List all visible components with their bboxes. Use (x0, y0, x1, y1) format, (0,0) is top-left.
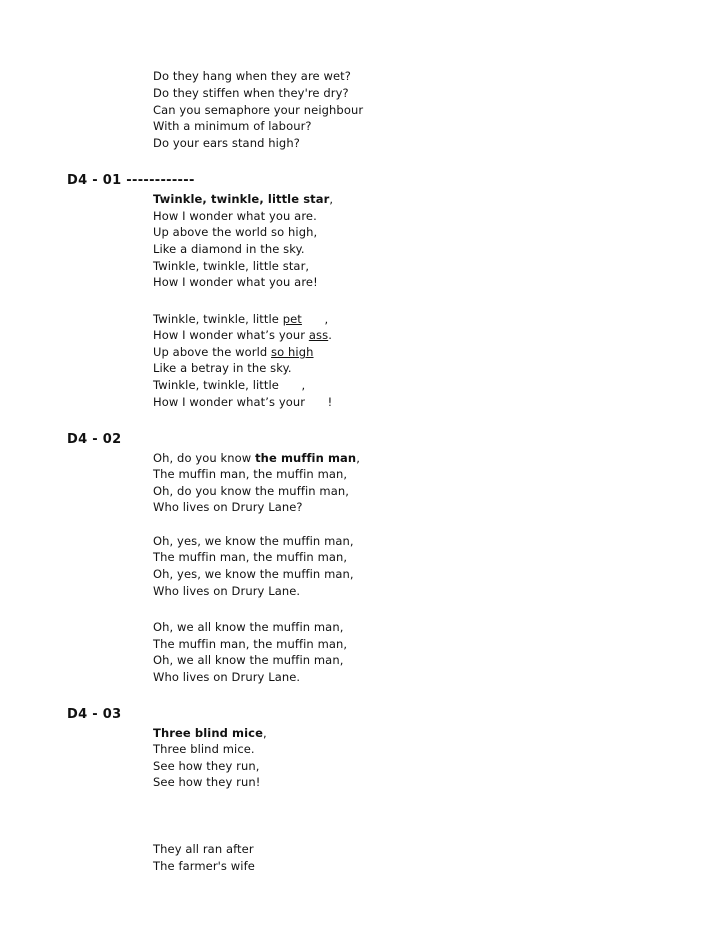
d4-02-verse2-line-2: The muffin man, the muffin man, (153, 550, 348, 564)
bold-title-text: Three blind mice (153, 726, 263, 740)
line-text: Oh, do you know (153, 451, 256, 465)
d4-02-verse3-line-4: Who lives on Drury Lane. (153, 670, 301, 684)
intro-line-3: Can you semaphore your neighbour (153, 103, 364, 117)
intro-line-4: With a minimum of labour? (153, 119, 312, 133)
d4-02-verse1-line-3: Oh, do you know the muffin man, (153, 484, 350, 498)
d4-02-verse3-line-3: Oh, we all know the muffin man, (153, 653, 344, 667)
section-heading-d4-03: D4 - 03 (67, 707, 122, 722)
line-text: How I wonder what’s your (153, 328, 309, 342)
d4-01-verse2-line-3 (153, 344, 314, 360)
underlined-word: pet (282, 312, 302, 326)
d4-03-verse1-line-3: See how they run, (153, 759, 260, 773)
d4-01-verse1-line-3: Up above the world so high, (153, 225, 318, 239)
d4-01-verse2-line-2 (153, 327, 332, 343)
intro-line-5: Do your ears stand high? (153, 136, 300, 150)
d4-02-verse3-line-1: Oh, we all know the muffin man, (153, 620, 344, 634)
d4-01-verse1-line-6: How I wonder what you are! (153, 275, 318, 289)
d4-03-verse1-line-2: Three blind mice. (153, 742, 255, 756)
d4-01-verse1-line-5: Twinkle, twinkle, little star, (153, 259, 310, 273)
d4-02-verse3-line-2: The muffin man, the muffin man, (153, 637, 348, 651)
underlined-word: ass (308, 328, 329, 342)
line-text: , (329, 192, 334, 206)
line-text: Twinkle, twinkle, little (153, 312, 283, 326)
d4-01-verse2-line-4: Like a betray in the sky. (153, 361, 292, 375)
d4-02-verse2-line-4: Who lives on Drury Lane. (153, 584, 301, 598)
underlined-word: so high (271, 345, 314, 359)
intro-line-2: Do they stiffen when they're dry? (153, 86, 349, 100)
d4-01-verse1-line-4: Like a diamond in the sky. (153, 242, 305, 256)
line-text: Up above the world (153, 345, 272, 359)
bold-title-text: the muffin man (255, 451, 357, 465)
d4-02-verse1-line-1 (153, 450, 360, 466)
bold-title-text: Twinkle, twinkle, little star (153, 192, 330, 206)
d4-01-verse2-line-1 (153, 311, 328, 327)
d4-03-verse1-line-4: See how they run! (153, 775, 261, 789)
line-text: , (356, 451, 360, 465)
d4-01-verse2-line-5: Twinkle, twinkle, little , (153, 378, 306, 392)
d4-03-verse1-line-1 (153, 725, 267, 741)
d4-01-verse2-line-6: How I wonder what’s your ! (153, 395, 333, 409)
line-text: , (301, 312, 329, 326)
line-text: . (328, 328, 332, 342)
d4-02-verse2-line-3: Oh, yes, we know the muffin man, (153, 567, 354, 581)
d4-03-verse2-line-2: The farmer's wife (153, 859, 255, 873)
d4-02-verse1-line-4: Who lives on Drury Lane? (153, 500, 303, 514)
d4-03-verse2-line-1: They all ran after (153, 842, 254, 856)
d4-01-verse1-line-1 (153, 191, 333, 207)
d4-02-verse1-line-2: The muffin man, the muffin man, (153, 467, 348, 481)
section-heading-d4-01: D4 - 01 ------------ (67, 173, 195, 188)
section-heading-d4-02: D4 - 02 (67, 432, 122, 447)
d4-02-verse2-line-1: Oh, yes, we know the muffin man, (153, 534, 354, 548)
intro-line-1: Do they hang when they are wet? (153, 69, 351, 83)
line-text: , (263, 726, 267, 740)
d4-01-verse1-line-2: How I wonder what you are. (153, 209, 317, 223)
